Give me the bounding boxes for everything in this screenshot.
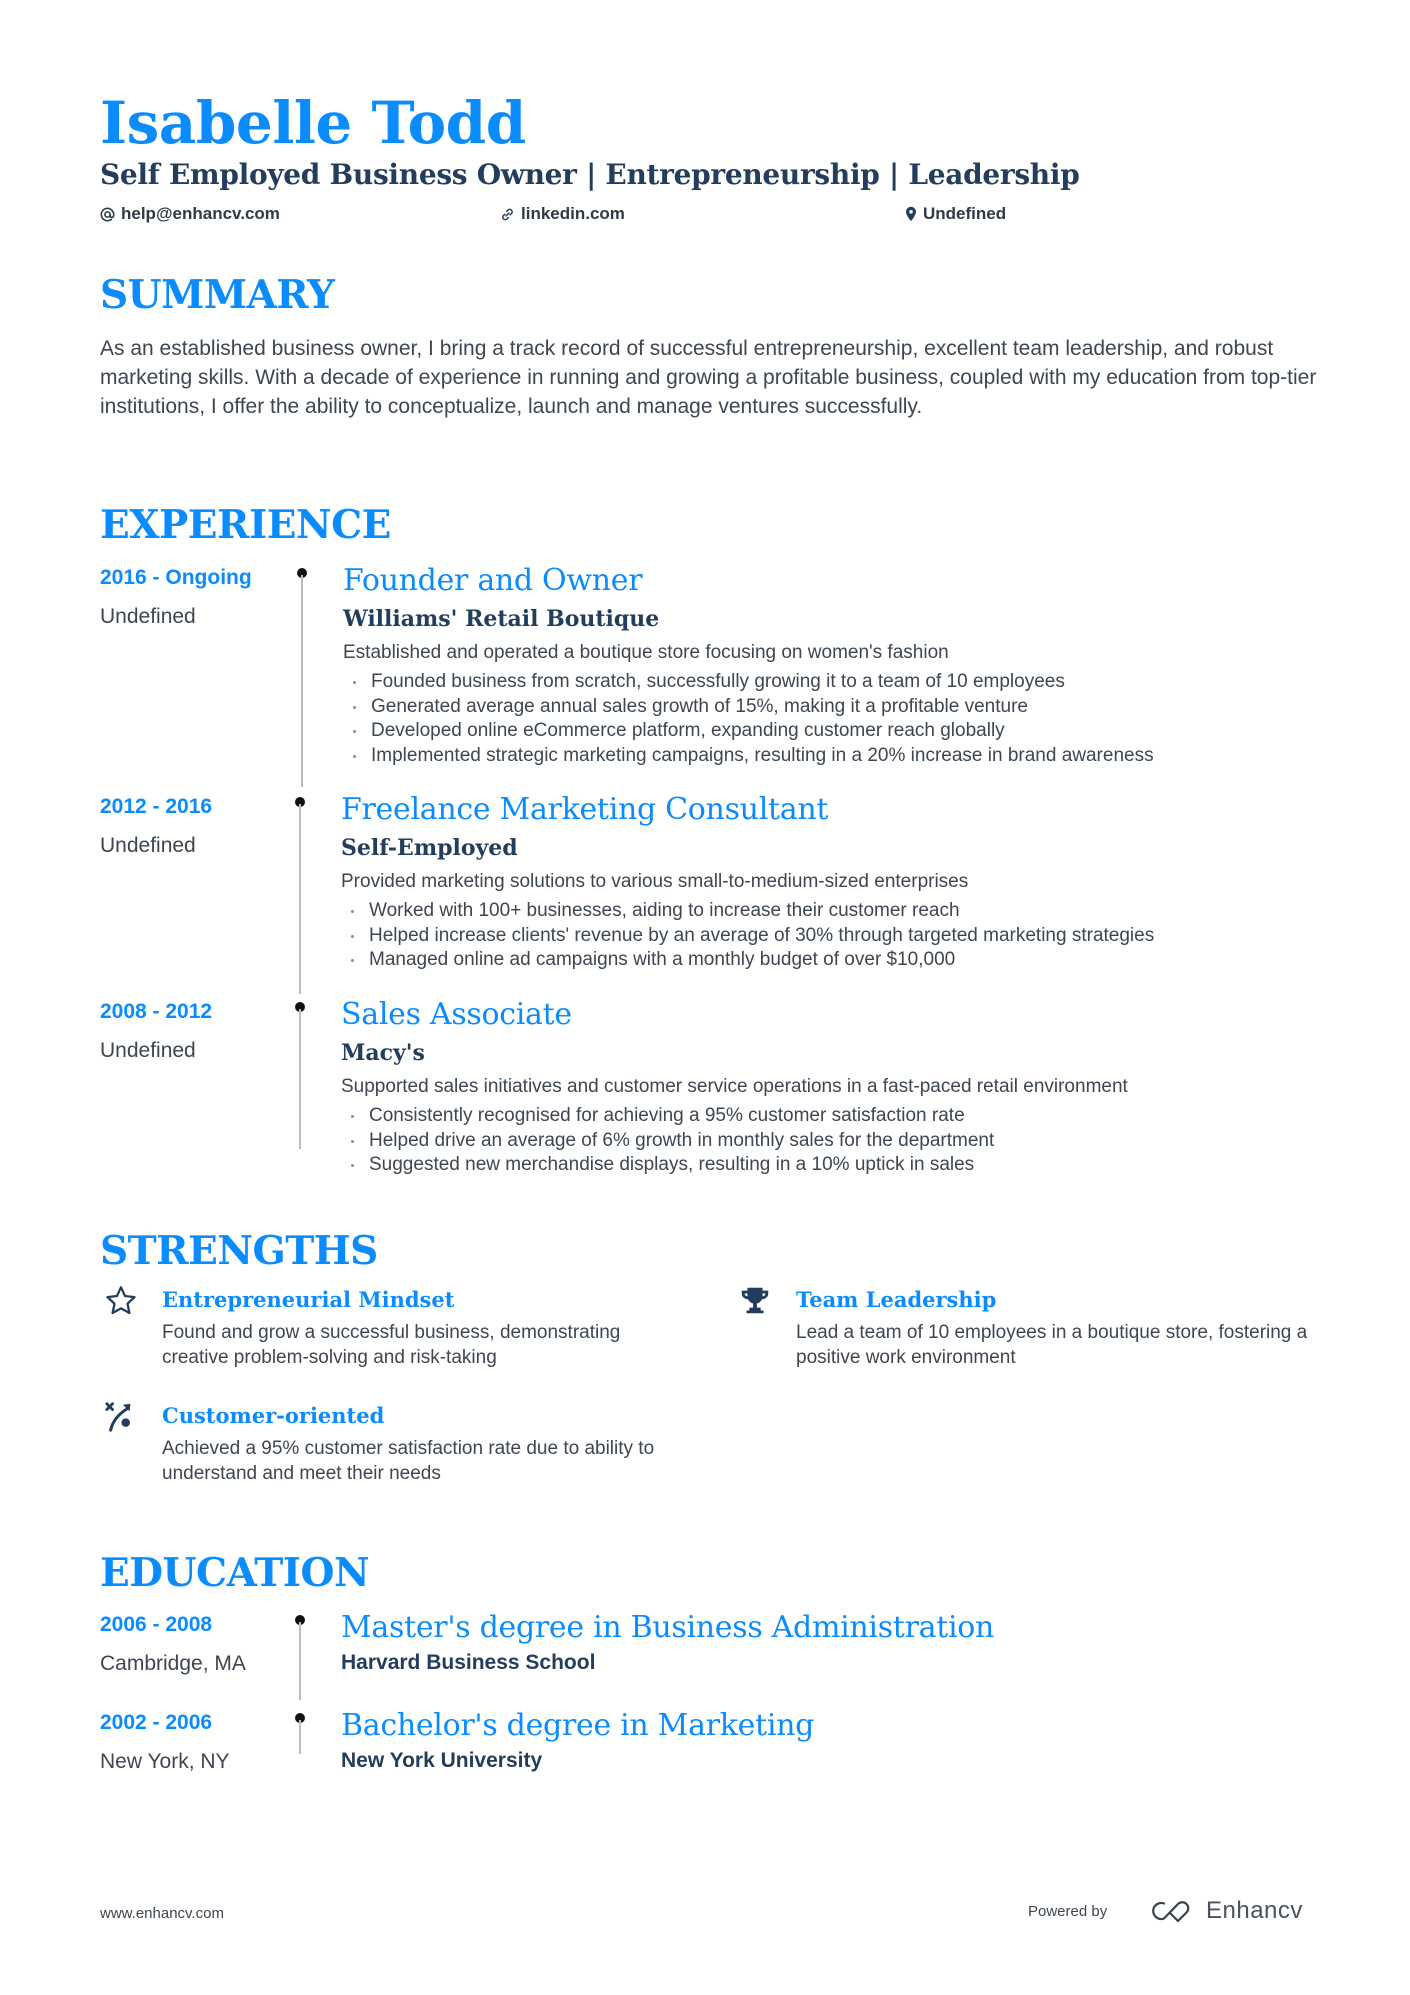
strength-item	[104, 1284, 664, 1368]
education-location: Cambridge, MA	[100, 1652, 246, 1675]
education-school: New York University	[341, 1749, 543, 1772]
experience-role: Freelance Marketing Consultant	[341, 792, 829, 827]
contact-email[interactable]	[100, 203, 280, 225]
summary-text: As an established business owner, I bring a track record of successful entrepreneurship, excellent team leadership, and robust marketing skills. With a decade of experience in running and growing a profitable business, coupled with my education from top-tier institutions, I offer the ability to conceptualize, launch and manage ventures successfully.	[100, 337, 1317, 418]
timeline-line	[299, 1622, 301, 1700]
timeline-line	[299, 804, 301, 994]
experience-description: Provided marketing solutions to various small-to-medium-sized enterprises	[341, 871, 969, 892]
bullet-item: Founded business from scratch, successfully growing it to a team of 10 employees	[343, 670, 1154, 695]
location-pin-icon	[905, 206, 917, 222]
strength-item	[738, 1284, 1308, 1368]
contact-location-text: Undefined	[923, 204, 1007, 223]
contact-linkedin-text: linkedin.com	[521, 204, 625, 223]
contact-location	[905, 203, 1006, 225]
experience-role: Sales Associate	[341, 997, 572, 1032]
candidate-name: Isabelle Todd	[100, 89, 526, 157]
enhancv-logo-icon	[1148, 1898, 1196, 1924]
experience-description: Supported sales initiatives and customer service operations in a fast-paced retail environment	[341, 1076, 1128, 1097]
experience-company: Macy's	[341, 1040, 425, 1066]
enhancv-brand[interactable]	[1148, 1896, 1303, 1926]
strength-title: Entrepreneurial Mindset	[162, 1287, 455, 1312]
powered-by-label: Powered by	[1028, 1903, 1108, 1920]
bullet-item: Managed online ad campaigns with a monthly budget of over $10,000	[341, 948, 1154, 973]
bullet-item: Consistently recognised for achieving a 95% customer satisfaction rate	[341, 1104, 994, 1129]
education-heading: EDUCATION	[100, 1550, 370, 1596]
timeline-line	[301, 575, 303, 787]
bullet-item: Suggested new merchandise displays, resulting in a 10% uptick in sales	[341, 1153, 994, 1178]
contact-linkedin[interactable]	[500, 203, 625, 225]
summary-heading: SUMMARY	[100, 272, 335, 318]
timeline-line	[299, 1009, 301, 1149]
experience-location: Undefined	[100, 834, 196, 857]
at-icon	[100, 207, 115, 222]
bullet-item: Worked with 100+ businesses, aiding to increase their customer reach	[341, 899, 1154, 924]
enhancv-brand-name: Enhancv	[1206, 1897, 1303, 1924]
bullet-item: Generated average annual sales growth of 15%, making it a profitable venture	[343, 695, 1154, 720]
candidate-headline: Self Employed Business Owner | Entrepreneurship | Leadership	[100, 158, 1080, 191]
bullet-item: Helped increase clients' revenue by an average of 30% through targeted marketing strategies	[341, 924, 1154, 949]
strength-item	[104, 1400, 664, 1484]
education-degree: Bachelor's degree in Marketing	[341, 1708, 815, 1743]
strength-title: Customer-oriented	[162, 1403, 385, 1428]
education-school: Harvard Business School	[341, 1651, 596, 1674]
experience-bullets	[343, 670, 1154, 768]
experience-bullets	[341, 1104, 994, 1178]
experience-role: Founder and Owner	[343, 563, 643, 598]
education-dates: 2006 - 2008	[100, 1613, 213, 1636]
experience-company: Self-Employed	[341, 835, 518, 861]
experience-dates: 2008 - 2012	[100, 1000, 213, 1023]
education-degree: Master's degree in Business Administration	[341, 1610, 995, 1645]
link-icon	[500, 207, 515, 222]
strategy-play-icon	[104, 1400, 138, 1434]
experience-dates: 2016 - Ongoing	[100, 566, 252, 589]
contact-email-text: help@enhancv.com	[121, 204, 280, 223]
timeline-line	[299, 1720, 301, 1754]
experience-company: Williams' Retail Boutique	[343, 606, 660, 632]
trophy-icon	[738, 1284, 772, 1318]
experience-location: Undefined	[100, 605, 196, 628]
bullet-item: Helped drive an average of 6% growth in monthly sales for the department	[341, 1129, 994, 1154]
experience-location: Undefined	[100, 1039, 196, 1062]
bullet-item: Implemented strategic marketing campaigns, resulting in a 20% increase in brand awareness	[343, 744, 1154, 769]
experience-description: Established and operated a boutique store focusing on women's fashion	[343, 642, 949, 663]
strength-title: Team Leadership	[796, 1287, 997, 1312]
footer-website-link[interactable]: www.enhancv.com	[100, 1905, 224, 1922]
experience-heading: EXPERIENCE	[100, 502, 391, 548]
experience-dates: 2012 - 2016	[100, 795, 213, 818]
education-dates: 2002 - 2006	[100, 1711, 213, 1734]
strength-description: Found and grow a successful business, demonstrating creative problem-solving and risk-taking	[162, 1322, 621, 1368]
strength-description: Lead a team of 10 employees in a boutique store, fostering a positive work environment	[796, 1322, 1308, 1368]
experience-bullets	[341, 899, 1154, 973]
star-icon	[104, 1284, 138, 1318]
strength-description: Achieved a 95% customer satisfaction rate due to ability to understand and meet their needs	[162, 1438, 655, 1484]
strengths-heading: STRENGTHS	[100, 1228, 378, 1274]
bullet-item: Developed online eCommerce platform, expanding customer reach globally	[343, 719, 1154, 744]
education-location: New York, NY	[100, 1750, 230, 1773]
